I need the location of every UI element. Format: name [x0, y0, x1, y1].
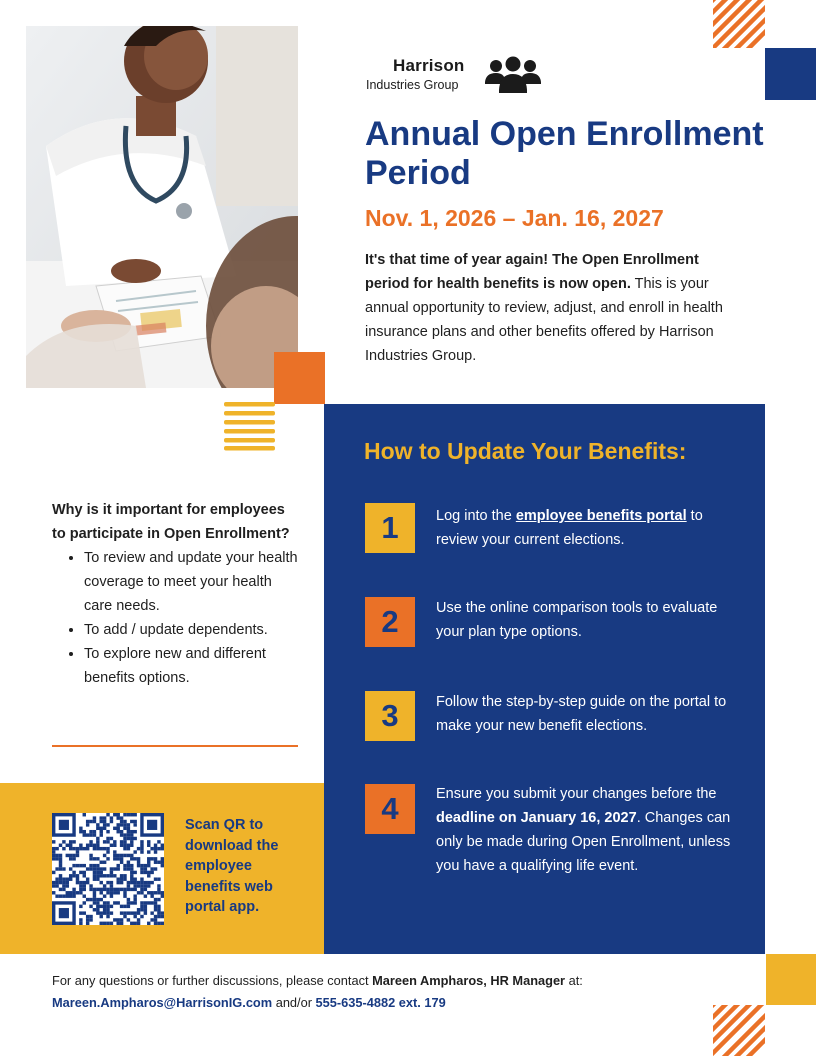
- contact-phone-link[interactable]: 555-635-4882 ext. 179: [315, 995, 446, 1010]
- steps-heading: How to Update Your Benefits:: [364, 438, 687, 464]
- step-text-4: [436, 782, 746, 878]
- step-text-3: Follow the step-by-step guide on the portal to make your new benefit elections.: [436, 694, 727, 734]
- footer-andor: and/or: [272, 995, 316, 1010]
- logo-subtitle: Industries Group: [366, 78, 459, 92]
- contact-name: Mareen Ampharos, HR Manager: [372, 973, 566, 988]
- step-1-post: to review your current elections.: [436, 508, 703, 548]
- enrollment-dates: Nov. 1, 2026 – Jan. 16, 2027: [365, 205, 664, 231]
- orange-stripes-decoration: [713, 0, 765, 52]
- intro-rest: This is your annual opportunity to review, adjust, and enroll in health insurance plans and other benefits offered by Harrison Industries Group.: [365, 276, 723, 364]
- step-text-1: [436, 504, 746, 552]
- intro-paragraph: [365, 248, 740, 368]
- list-item: • To review and update your health coverage to meet your health care needs.: [84, 546, 302, 618]
- step-number-3: 3: [365, 691, 415, 741]
- list-item: • To explore new and different benefits options.: [84, 642, 302, 690]
- divider: [52, 745, 298, 747]
- reasons-list: [52, 546, 302, 690]
- list-item: • To add / update dependents.: [84, 618, 302, 642]
- qr-code[interactable]: [52, 813, 164, 925]
- step-number-4: 4: [365, 784, 415, 834]
- why-important-section: [52, 498, 302, 690]
- step-1-pre: Log into the: [436, 508, 516, 524]
- footer-mid: at:: [565, 973, 583, 988]
- contact-email-link[interactable]: Mareen.Ampharos@HarrisonIG.com: [52, 995, 273, 1010]
- step-text-2: Use the online comparison tools to evaluate your plan type options.: [436, 600, 718, 640]
- logo-name: Harrison: [393, 56, 465, 75]
- why-question: Why is it important for employees to participate in Open Enrollment?: [52, 502, 290, 542]
- yellow-square-decoration: [766, 954, 816, 1005]
- navy-square-decoration: [765, 48, 816, 100]
- footer-pre: For any questions or further discussions, please contact: [52, 973, 373, 988]
- employee-benefits-portal-link[interactable]: employee benefits portal: [515, 508, 687, 524]
- page-title: Annual Open Enrollment Period: [365, 115, 764, 192]
- step-4-pre: Ensure you submit your changes before the: [436, 786, 717, 802]
- step-number-2: 2: [365, 597, 415, 647]
- people-group-icon: [484, 56, 542, 94]
- step-4-deadline: deadline on January 16, 2027: [436, 810, 637, 826]
- yellow-lines-decoration: [224, 402, 275, 452]
- footer-contact: [52, 970, 752, 1014]
- step-4-post: . Changes can only be made during Open Enrollment, unless you have a qualifying life event.: [436, 810, 731, 874]
- company-logo: [366, 56, 556, 96]
- doctor-consultation-photo: [26, 26, 298, 388]
- intro-bold: It's that time of year again! The Open Enrollment period for health benefits is now open.: [365, 252, 699, 292]
- orange-square-decoration: [274, 352, 325, 404]
- qr-instructions: Scan QR to download the employee benefits web portal app.: [185, 817, 279, 915]
- step-number-1: 1: [365, 503, 415, 553]
